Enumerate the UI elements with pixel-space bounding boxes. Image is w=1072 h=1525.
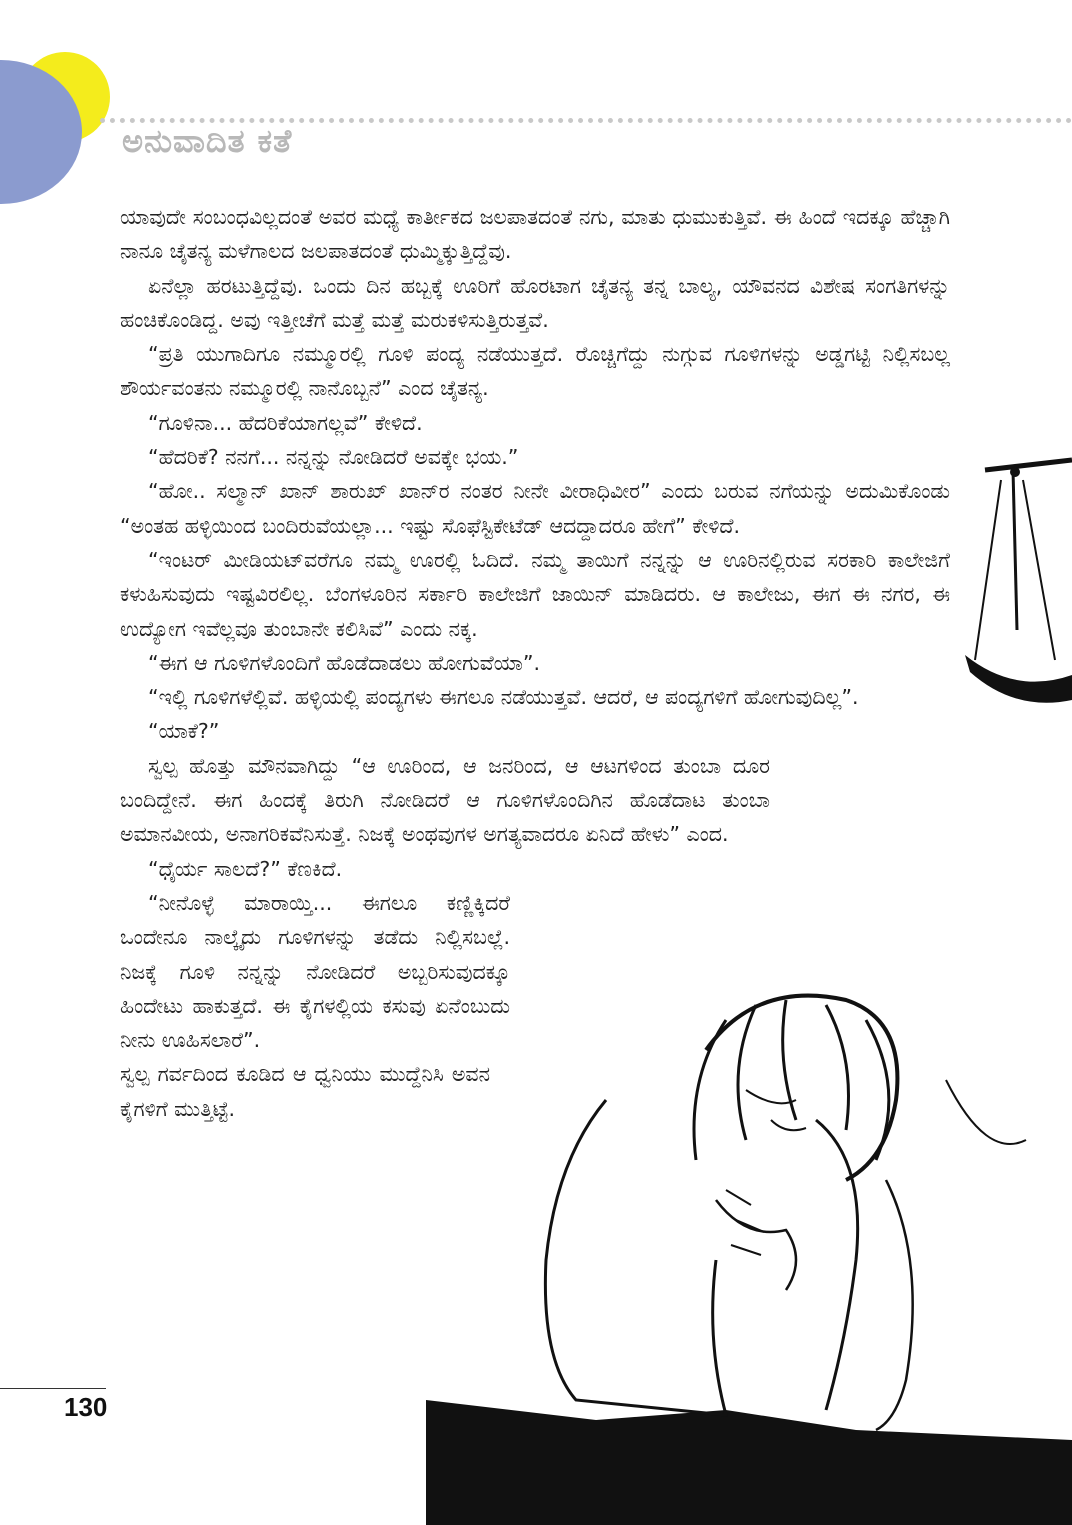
paragraph: “ಪ್ರತಿ ಯುಗಾದಿಗೂ ನಮ್ಮೂರಲ್ಲಿ ಗೂಳಿ ಪಂದ್ಯ ನಡೆಯುತ್ತದೆ. ರೊಚ್ಚಿಗೆದ್ದು ನುಗ್ಗುವ ಗೂಳಿಗಳನ್ನು ಅಡ್ಡಗಟ್ಟಿ ನಿಲ್ಲಿಸಬಲ್ಲ ಶೌರ್ಯವಂತನು ನಮ್ಮೂರಲ್ಲಿ ನಾನೊಬ್ಬನೆ” ಎಂದ ಚೈತನ್ಯ.	[120, 342, 950, 401]
paragraph: “ಇಲ್ಲಿ ಗೂಳಿಗಳೆಲ್ಲಿವೆ. ಹಳ್ಳಿಯಲ್ಲಿ ಪಂದ್ಯಗಳು ಈಗಲೂ ನಡೆಯುತ್ತವೆ. ಆದರೆ, ಆ ಪಂದ್ಯಗಳಿಗೆ ಹೋಗುವುದಿಲ್ಲ”.	[148, 685, 859, 710]
page-number-rule	[0, 1388, 106, 1389]
paragraph: “ಧೈರ್ಯ ಸಾಲದೆ?” ಕೆಣಕಿದೆ.	[148, 856, 343, 881]
scales-illustration	[965, 450, 1072, 740]
paragraph: “ಈಗ ಆ ಗೂಳಿಗಳೊಂದಿಗೆ ಹೊಡೆದಾಡಲು ಹೋಗುವೆಯಾ”.	[148, 650, 541, 675]
paragraph: “ಇಂಟರ್ ಮೀಡಿಯಟ್‌ವರೆಗೂ ನಮ್ಮ ಊರಲ್ಲಿ ಓದಿದೆ. ನಮ್ಮ ತಾಯಿಗೆ ನನ್ನನ್ನು ಆ ಊರಿನಲ್ಲಿರುವ ಸರಕಾರಿ ಕಾಲೇಜಿಗೆ ಕಳುಹಿಸುವುದು ಇಷ್ಟವಿರಲಿಲ್ಲ. ಬೆಂಗಳೂರಿನ ಸರ್ಕಾರಿ ಕಾಲೇಜಿಗೆ ಜಾಯಿನ್ ಮಾಡಿದರು. ಆ ಕಾಲೇಜು, ಈಗ ಈ ನಗರ, ಈ ಉದ್ಯೋಗ ಇವೆಲ್ಲವೂ ತುಂಬಾನೇ ಕಲಿಸಿವೆ” ಎಂದು ನಕ್ಕ.	[120, 547, 950, 641]
page-number: 130	[64, 1392, 108, 1422]
paragraph: “ಹೆದರಿಕೆ? ನನಗೆ... ನನ್ನನ್ನು ನೋಡಿದರೆ ಅವಕ್ಕೇ ಭಯ.”	[148, 445, 519, 470]
section-title: ಅನುವಾದಿತ ಕತೆ	[122, 122, 293, 160]
paragraph: “ಹೋ.. ಸಲ್ಮಾನ್ ಖಾನ್ ಶಾರುಖ್ ಖಾನ್‌ರ ನಂತರ ನೀನೇ ವೀರಾಧಿವೀರ” ಎಂದು ಬರುವ ನಗೆಯನ್ನು ಅದುಮಿಕೊಂಡು “ಅಂತಹ ಹಳ್ಳಿಯಿಂದ ಬಂದಿರುವೆಯಲ್ಲಾ... ಇಷ್ಟು ಸೊಫೆಸ್ಟಿಕೇಟೆಡ್ ಆದದ್ದಾದರೂ ಹೇಗೆ” ಕೇಳಿದೆ.	[120, 479, 950, 538]
paragraph: ಯಾವುದೇ ಸಂಬಂಧವಿಲ್ಲದಂತೆ ಅವರ ಮಧ್ಯೆ ಕಾರ್ತೀಕದ ಜಲಪಾತದಂತೆ ನಗು, ಮಾತು ಧುಮುಕುತ್ತಿವೆ. ಈ ಹಿಂದೆ ಇದಕ್ಕೂ ಹೆಚ್ಚಾಗಿ ನಾನೂ ಚೈತನ್ಯ ಮಳೆಗಾಲದ ಜಲಪಾತದಂತೆ ಧುಮ್ಮಿಕ್ಕುತ್ತಿದ್ದೆವು.	[120, 205, 950, 264]
paragraph: ಸ್ವಲ್ಪ ಹೊತ್ತು ಮೌನವಾಗಿದ್ದು “ಆ ಊರಿಂದ, ಆ ಜನರಿಂದ, ಆ ಆಟಗಳಿಂದ ತುಂಬಾ ದೂರ ಬಂದಿದ್ದೇನೆ. ಈಗ ಹಿಂದಕ್ಕೆ ತಿರುಗಿ ನೋಡಿದರೆ ಆ ಗೂಳಿಗಳೊಂದಿಗಿನ ಹೊಡೆದಾಟ ತುಂಬಾ ಅಮಾನವೀಯ, ಅನಾಗರಿಕವೆನಿಸುತ್ತೆ. ನಿಜಕ್ಕೆ ಅಂಥವುಗಳ ಅಗತ್ಯವಾದರೂ ಏನಿದೆ ಹೇಳು” ಎಂದ.	[120, 753, 770, 847]
paragraph: ಸ್ವಲ್ಪ ಗರ್ವದಿಂದ ಕೂಡಿದ ಆ ಧ್ವನಿಯು ಮುದ್ದೆನಿಸಿ ಅವನ ಕೈಗಳಿಗೆ ಮುತ್ತಿಟ್ಟೆ.	[120, 1062, 490, 1121]
crouching-figure-illustration	[426, 960, 1072, 1525]
paragraph: “ಯಾಕೆ?”	[148, 719, 220, 744]
paragraph: “ನೀನೊಳ್ಳೆ ಮಾರಾಯ್ತಿ... ಈಗಲೂ ಕಣ್ಣಿಕ್ಕಿದರೆ ಒಂದೇನೂ ನಾಲ್ಕೈದು ಗೂಳಿಗಳನ್ನು ತಡೆದು ನಿಲ್ಲಿಸಬಲ್ಲೆ. ನಿಜಕ್ಕೆ ಗೂಳಿ ನನ್ನನ್ನು ನೋಡಿದರೆ ಅಬ್ಬರಿಸುವುದಕ್ಕೂ ಹಿಂದೇಟು ಹಾಕುತ್ತದೆ. ಈ ಕೈಗಳಲ್ಲಿಯ ಕಸುವು ಏನೆಂಬುದು ನೀನು ಊಹಿಸಲಾರೆ”.	[120, 890, 510, 1053]
paragraph: ಏನೆಲ್ಲಾ ಹರಟುತ್ತಿದ್ದೆವು. ಒಂದು ದಿನ ಹಬ್ಬಕ್ಕೆ ಊರಿಗೆ ಹೊರಟಾಗ ಚೈತನ್ಯ ತನ್ನ ಬಾಲ್ಯ, ಯೌವನದ ವಿಶೇಷ ಸಂಗತಿಗಳನ್ನು ಹಂಚಿಕೊಂಡಿದ್ದ. ಅವು ಇತ್ತೀಚೆಗೆ ಮತ್ತೆ ಮತ್ತೆ ಮರುಕಳಿಸುತ್ತಿರುತ್ತವೆ.	[120, 273, 950, 332]
paragraph: “ಗೂಳಿನಾ... ಹೆದರಿಕೆಯಾಗಲ್ಲವೆ” ಕೇಳಿದೆ.	[148, 410, 423, 435]
